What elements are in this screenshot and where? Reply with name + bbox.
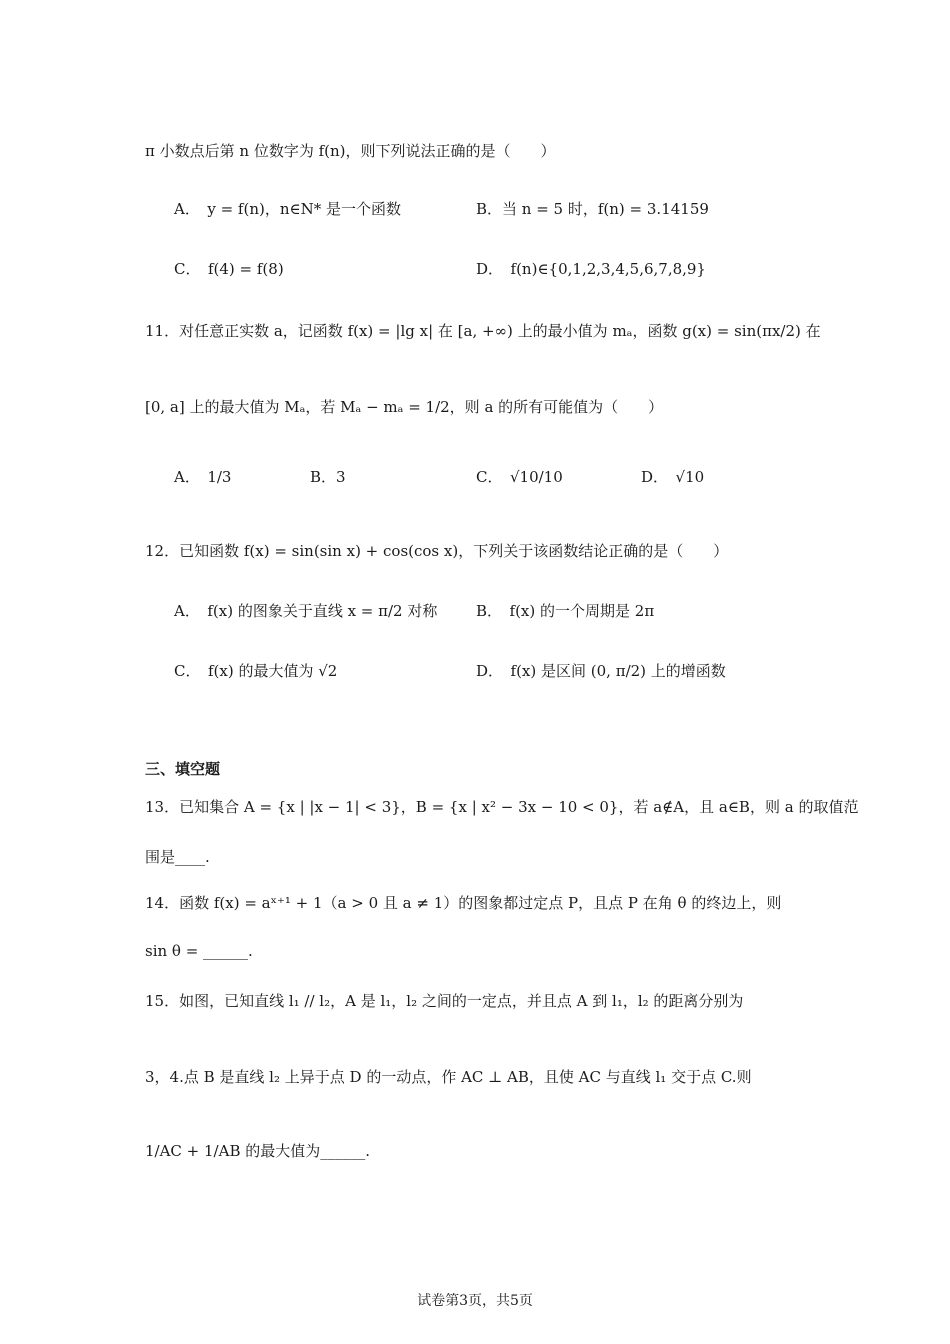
q14-line1: 14．函数 f(x) = aˣ⁺¹ + 1（a > 0 且 a ≠ 1）的图象都过定点 P，且点 P 在角 θ 的终边上，则 (145, 894, 782, 912)
q12-option-d: D． f(x) 是区间 (0, π/2) 上的增函数 (476, 662, 726, 680)
q11-option-a: A． 1/3 (174, 468, 232, 486)
q11-stem-line2: [0, a] 上的最大值为 Mₐ，若 Mₐ − mₐ = 1/2，则 a 的所有可能值为（ ） (145, 398, 664, 416)
q12-stem: 12．已知函数 f(x) = sin(sin x) + cos(cos x)，下列关于该函数结论正确的是（ ） (145, 542, 729, 560)
q14-line2: sin θ = ______. (145, 942, 253, 960)
q12-option-b: B． f(x) 的一个周期是 2π (476, 602, 655, 620)
page-footer: 试卷第3页，共5页 (417, 1293, 533, 1309)
q10-option-b: B．当 n = 5 时，f(n) = 3.14159 (476, 200, 709, 218)
q10-stem: π 小数点后第 n 位数字为 f(n)，则下列说法正确的是（ ） (145, 142, 556, 160)
q12-option-a: A． f(x) 的图象关于直线 x = π/2 对称 (174, 602, 438, 620)
q11-option-b: B．3 (310, 468, 346, 486)
q13-line2: 围是____. (145, 848, 210, 866)
q10-option-c: C． f(4) = f(8) (174, 260, 284, 278)
q15-line2: 3，4.点 B 是直线 l₂ 上异于点 D 的一动点，作 AC ⊥ AB，且使 AC 与直线 l₁ 交于点 C.则 (145, 1068, 752, 1086)
q12-option-c: C． f(x) 的最大值为 √2 (174, 662, 338, 680)
q15-line3: 1/AC + 1/AB 的最大值为______. (145, 1142, 371, 1160)
q13-line1: 13．已知集合 A = {x | |x − 1| < 3}，B = {x | x² − 3x − 10 < 0}，若 a∉A，且 a∈B，则 a 的取值范 (145, 798, 859, 816)
q11-option-c: C． √10/10 (476, 468, 563, 486)
q10-option-d: D． f(n)∈{0,1,2,3,4,5,6,7,8,9} (476, 260, 706, 278)
q10-option-a: A． y = f(n)，n∈N* 是一个函数 (174, 200, 401, 218)
q15-line1: 15．如图，已知直线 l₁ // l₂，A 是 l₁，l₂ 之间的一定点，并且点 A 到 l₁，l₂ 的距离分别为 (145, 992, 744, 1010)
section-heading: 三、填空题 (145, 760, 221, 778)
q11-stem-line1: 11．对任意正实数 a，记函数 f(x) = |lg x| 在 [a, +∞) 上的最小值为 mₐ，函数 g(x) = sin(πx/2) 在 (145, 322, 821, 340)
q11-option-d: D． √10 (641, 468, 705, 486)
